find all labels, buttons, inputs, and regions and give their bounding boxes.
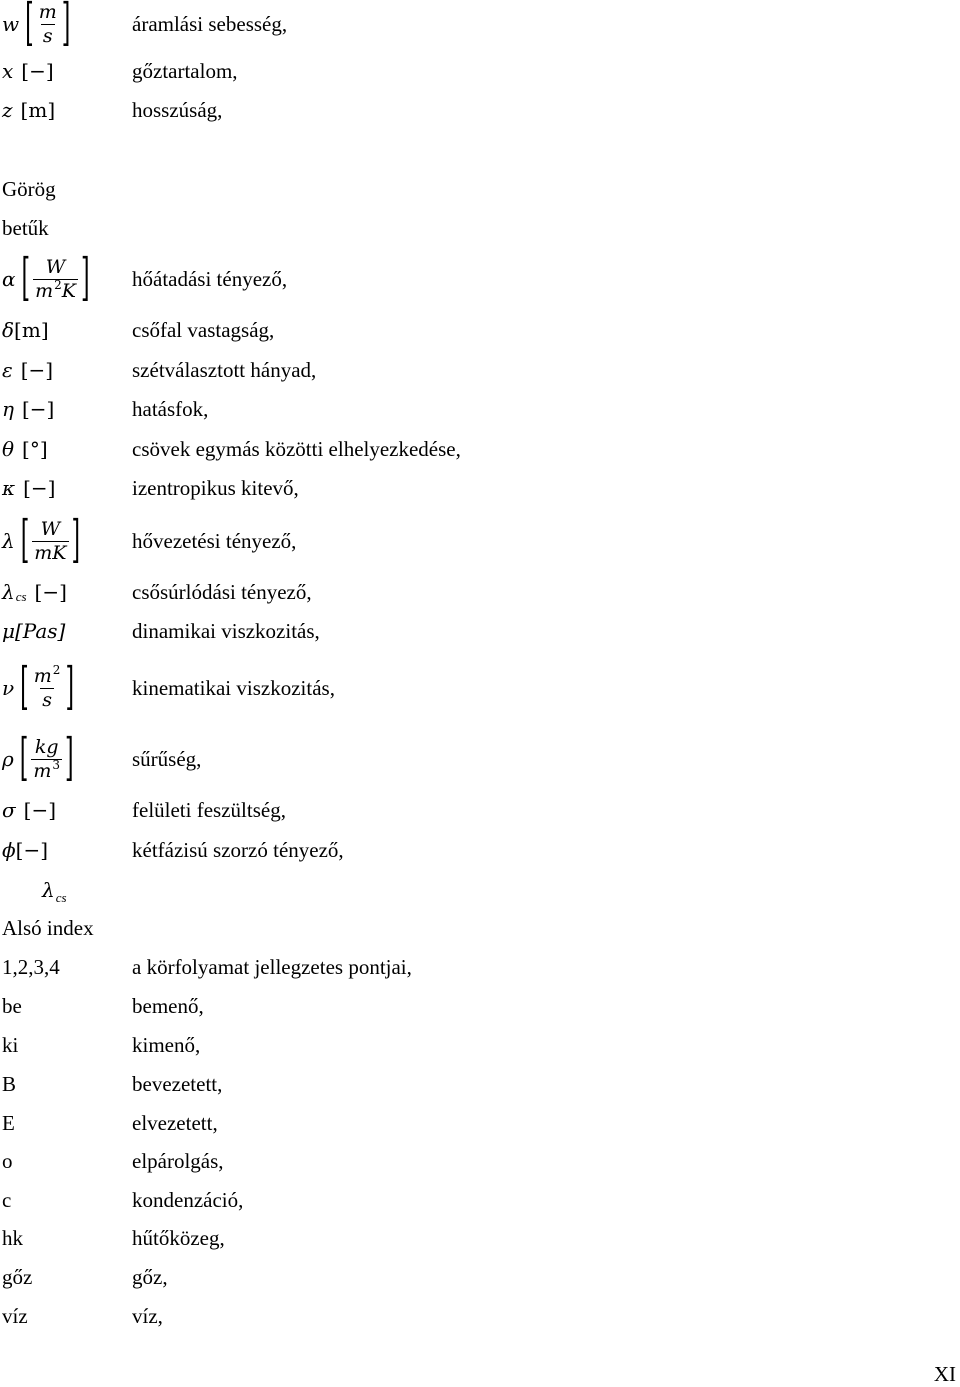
- unit-numerator: W: [40, 517, 61, 540]
- index-heading: Alsó index: [2, 916, 94, 940]
- unit: [−]: [21, 59, 54, 83]
- unit: [°]: [22, 437, 48, 461]
- unit: [Pas]: [15, 619, 66, 643]
- unit-denominator: s: [42, 688, 52, 711]
- description: kondenzáció,: [132, 1187, 244, 1212]
- description: csősúrlódási tényező,: [132, 579, 312, 604]
- description: hosszúság,: [132, 97, 223, 122]
- symbol-cell: [2, 731, 74, 787]
- unit-numerator: m: [38, 0, 57, 23]
- unit: [−]: [23, 798, 57, 822]
- index-symbol: 1,2,3,4: [2, 954, 60, 979]
- description: sűrűség,: [132, 746, 202, 771]
- symbol-row-z: [0, 90, 960, 130]
- description: csőfal vastagság,: [132, 317, 275, 342]
- description: dinamikai viszkozitás,: [132, 618, 320, 643]
- index-symbol: gőz: [2, 1264, 33, 1289]
- index-row: [0, 1025, 960, 1065]
- index-symbol: E: [2, 1110, 15, 1135]
- symbol: κ: [2, 476, 16, 500]
- symbol-cell: [2, 90, 55, 130]
- index-symbol: víz: [2, 1303, 28, 1328]
- symbol-cell: [2, 572, 67, 612]
- symbol: η: [2, 397, 14, 421]
- symbol-row-delta: [0, 310, 960, 350]
- description: gőztartalom,: [132, 58, 238, 83]
- symbol-row-mu: [0, 611, 960, 651]
- symbol-cell: [2, 310, 49, 350]
- unit: [−]: [34, 580, 67, 604]
- index-symbol: B: [2, 1071, 17, 1096]
- description: víz,: [132, 1303, 163, 1328]
- description: kétfázisú szorzó tényező,: [132, 837, 344, 862]
- symbol-row-nu: [0, 657, 960, 719]
- floating-symbol-lambda-cs: $\lambda_{cs}$: [42, 878, 67, 905]
- index-symbol: c: [2, 1187, 12, 1212]
- unit: [−]: [23, 476, 56, 500]
- symbol-cell: [2, 350, 53, 390]
- symbol-cell: [2, 657, 74, 719]
- symbol-row-kappa: [0, 468, 960, 508]
- symbol: ν: [2, 676, 15, 700]
- symbol: ϕ: [2, 838, 16, 862]
- unit-fraction: [ $\frac{W}{m^2K}$ ]: [21, 250, 90, 308]
- description: a körfolyamat jellegzetes pontjai,: [132, 954, 412, 979]
- page-number: XI: [933, 1362, 956, 1386]
- index-row: [0, 1064, 960, 1104]
- greek-heading-line2: betűk: [2, 216, 49, 240]
- description: szétválasztott hányad,: [132, 357, 317, 382]
- description: bevezetett,: [132, 1071, 223, 1096]
- symbol-cell: [2, 0, 71, 53]
- symbol: δ: [2, 318, 15, 342]
- symbol: θ: [2, 437, 15, 461]
- symbol-row-eta: [0, 389, 960, 429]
- index-row: [0, 1257, 960, 1297]
- symbol: λ: [2, 529, 15, 553]
- index-symbol: be: [2, 993, 22, 1018]
- index-symbol: hk: [2, 1225, 23, 1250]
- index-row: [0, 1218, 960, 1258]
- symbol: σ: [2, 798, 16, 822]
- index-symbol: ki: [2, 1032, 19, 1057]
- index-row: [0, 986, 960, 1026]
- symbol-row-rho: [0, 731, 960, 787]
- symbol-cell: [2, 252, 90, 306]
- unit-denominator: $m^2K$: [35, 277, 76, 302]
- symbol-cell: [2, 389, 54, 429]
- description: gőz,: [132, 1264, 168, 1289]
- unit-fraction: [ $\frac{W}{mK}$ ]: [20, 512, 81, 570]
- unit-fraction: [ $\frac{kg}{m^3}$ ]: [19, 730, 74, 788]
- description: kimenő,: [132, 1032, 201, 1057]
- symbol-row-w: [0, 0, 960, 53]
- description: hatásfok,: [132, 396, 209, 421]
- symbol: w: [2, 12, 20, 36]
- description: kinematikai viszkozitás,: [132, 675, 335, 700]
- index-row: [0, 1141, 960, 1181]
- index-row: [0, 1296, 960, 1336]
- description: áramlási sebesség,: [132, 11, 288, 36]
- unit-numerator: $m^2$: [33, 662, 61, 687]
- index-row: [0, 1180, 960, 1220]
- symbol-cell: [2, 51, 54, 91]
- description: elpárolgás,: [132, 1148, 224, 1173]
- symbol-cell: [2, 513, 80, 569]
- unit: [m]: [14, 318, 49, 342]
- unit: [−]: [20, 358, 54, 382]
- unit: [−]: [21, 397, 55, 421]
- symbol-cell: [2, 429, 48, 469]
- symbol: x: [2, 59, 14, 83]
- symbol-cell: [2, 611, 65, 651]
- unit-denominator: $m^3$: [33, 757, 61, 782]
- description: csövek egymás közötti elhelyezkedése,: [132, 436, 461, 461]
- index-row: [0, 1103, 960, 1143]
- symbol: ε: [2, 358, 13, 382]
- unit-denominator: mK: [34, 541, 67, 564]
- unit-fraction: [ $\frac{m}{s}$ ]: [25, 0, 71, 53]
- description: hővezetési tényező,: [132, 528, 297, 553]
- symbol-row-sigma: [0, 790, 960, 830]
- symbol: α: [2, 267, 16, 291]
- symbol: λ: [2, 580, 15, 604]
- unit: [m]: [20, 98, 56, 122]
- symbol-cell: [2, 790, 56, 830]
- symbol-row-x: [0, 51, 960, 91]
- symbol: μ: [2, 619, 15, 643]
- unit-numerator: kg: [34, 735, 59, 758]
- unit-denominator: s: [42, 24, 53, 47]
- symbol: ρ: [2, 747, 14, 771]
- index-symbol: o: [2, 1148, 13, 1173]
- symbol: z: [2, 98, 13, 122]
- symbol-row-theta: [0, 429, 960, 469]
- index-row: [0, 947, 960, 987]
- unit-numerator: W: [45, 255, 66, 278]
- unit: [−]: [15, 838, 49, 862]
- description: felületi feszültség,: [132, 797, 286, 822]
- description: elvezetett,: [132, 1110, 218, 1135]
- symbol-row-lambda-cs: [0, 572, 960, 612]
- description: hőátadási tényező,: [132, 266, 288, 291]
- greek-heading-line1: Görög: [2, 177, 56, 201]
- symbol-row-alpha: [0, 252, 960, 306]
- description: bemenő,: [132, 993, 204, 1018]
- unit-fraction: [ $\frac{m^2}{s}$ ]: [20, 659, 75, 717]
- description: izentropikus kitevő,: [132, 475, 299, 500]
- symbol-row-lambda: [0, 513, 960, 569]
- symbol-subscript: cs: [15, 589, 27, 604]
- symbol-row-epsilon: [0, 350, 960, 390]
- symbol-row-phi: [0, 830, 960, 870]
- description: hűtőközeg,: [132, 1225, 225, 1250]
- symbol-cell: [2, 830, 48, 870]
